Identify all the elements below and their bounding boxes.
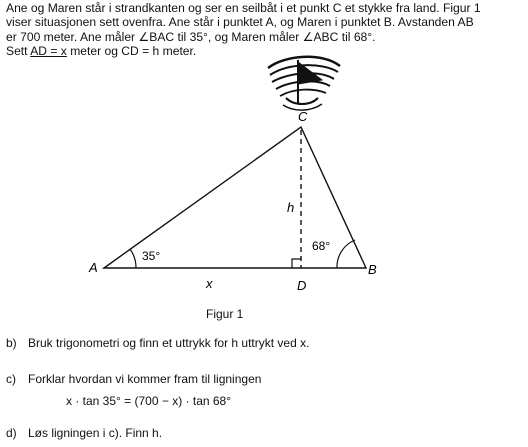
question-d-text: Løs ligningen i c). Finn h. (28, 426, 163, 440)
label-a: A (89, 260, 98, 275)
right-angle-marker (292, 259, 301, 268)
question-b-label: b) (6, 336, 17, 350)
intro-line-4c: meter og CD = h meter. (66, 44, 197, 59)
intro-line-1: Ane og Maren står i strandkanten og ser en seilbåt i et punkt C et stykke fra land. Figur 1 (6, 1, 481, 15)
angle-arc-b (337, 240, 355, 268)
question-c (6, 372, 261, 386)
label-b: B (368, 262, 377, 277)
question-c-equation: x · tan 35° = (700 − x) · tan 68° (66, 394, 232, 408)
intro-line-3: er 700 meter. Ane måler ∠BAC til 35°, og Maren måler ∠ABC til 68°. (6, 29, 376, 44)
intro-line-2: viser situasjonen sett ovenfra. Ane står i punktet A, og Maren i punktet B. Avstanden AB (6, 15, 474, 30)
sailboat-illustration (268, 57, 340, 110)
figure-caption: Figur 1 (206, 307, 244, 321)
angle-a-label: 35° (142, 249, 161, 263)
label-x: x (206, 276, 213, 291)
angle-b-label: 68° (312, 239, 331, 253)
intro-line-4a: Sett (6, 44, 31, 59)
intro-ad-x: AD = x (30, 44, 67, 59)
question-b (6, 336, 309, 350)
angle-arc-a (130, 249, 136, 268)
label-c: C (298, 109, 308, 124)
question-d-label: d) (6, 426, 17, 440)
question-d (6, 426, 162, 440)
label-d: D (297, 278, 307, 293)
question-b-text: Bruk trigonometri og finn et uttrykk for h uttrykt ved x. (28, 336, 310, 350)
label-h: h (287, 200, 295, 215)
question-c-label: c) (6, 372, 16, 386)
question-c-text: Forklar hvordan vi kommer fram til ligningen (28, 372, 262, 386)
